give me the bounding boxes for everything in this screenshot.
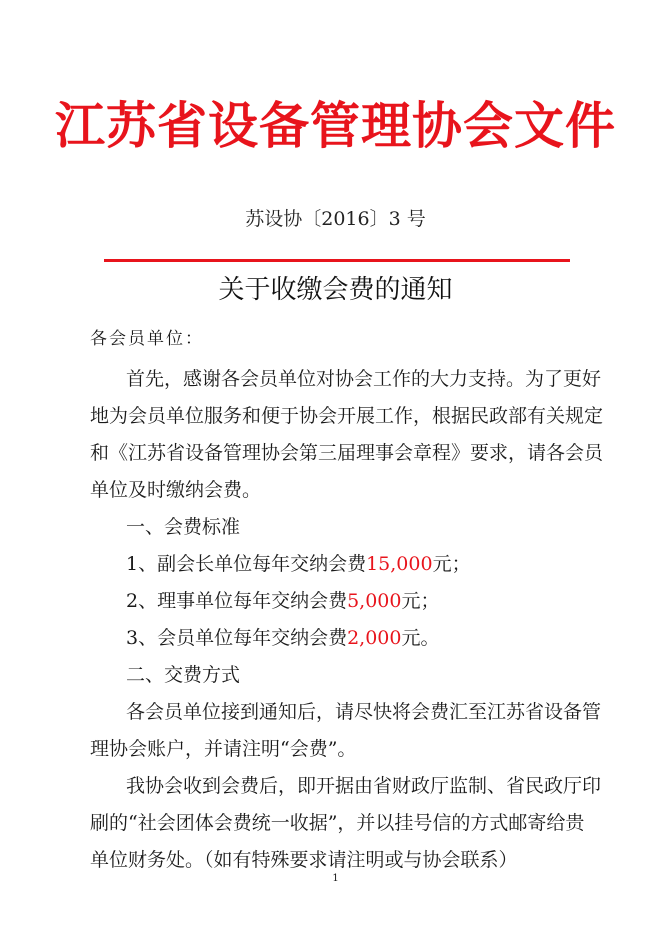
header-divider-rule: [104, 259, 570, 262]
intro-line-4: 单位及时缴纳会费。: [90, 479, 262, 501]
receipt-line-3: 单位财务处。（如有特殊要求请注明或与协会联系）: [90, 849, 518, 871]
salutation: 各会员单位：: [90, 329, 204, 349]
document-header-title: 江苏省设备管理协会文件: [55, 96, 616, 155]
document-number: 苏设协〔2016〕3 号: [245, 208, 426, 230]
fee-unit: 元。: [401, 627, 440, 649]
fee-item-label: 3、会员单位每年交纳会费: [126, 627, 348, 649]
fee-amount: 2,000: [347, 627, 402, 649]
section-heading-fee-standard: 一、会费标准: [126, 516, 241, 538]
fee-item-member: [126, 625, 440, 651]
page-number: 1: [332, 873, 339, 884]
receipt-line-2: 刷的“社会团体会费统一收据”，并以挂号信的方式邮寄给贵: [90, 812, 585, 834]
fee-item-vice-president: [126, 551, 471, 577]
fee-item-director: [126, 588, 440, 614]
fee-unit: 元；: [401, 590, 440, 612]
receipt-line-1: 我协会收到会费后，即开据由省财政厅监制、省民政厅印: [126, 775, 602, 797]
fee-item-label: 2、理事单位每年交纳会费: [126, 590, 348, 612]
payment-line-2: 理协会账户，并请注明“会费”。: [90, 738, 357, 760]
section-heading-payment-method: 二、交费方式: [126, 664, 241, 686]
intro-line-2: 地为会员单位服务和便于协会开展工作，根据民政部有关规定: [90, 405, 604, 427]
fee-unit: 元；: [432, 553, 471, 575]
notice-title: 关于收缴会费的通知: [218, 275, 453, 305]
fee-item-label: 1、副会长单位每年交纳会费: [126, 553, 367, 575]
intro-line-3: 和《江苏省设备管理协会第三届理事会章程》要求，请各会员: [90, 442, 604, 464]
fee-amount: 5,000: [347, 590, 402, 612]
fee-amount: 15,000: [366, 553, 433, 575]
payment-line-1: 各会员单位接到通知后，请尽快将会费汇至江苏省设备管: [126, 701, 602, 723]
intro-line-1: 首先，感谢各会员单位对协会工作的大力支持。为了更好: [126, 368, 602, 390]
